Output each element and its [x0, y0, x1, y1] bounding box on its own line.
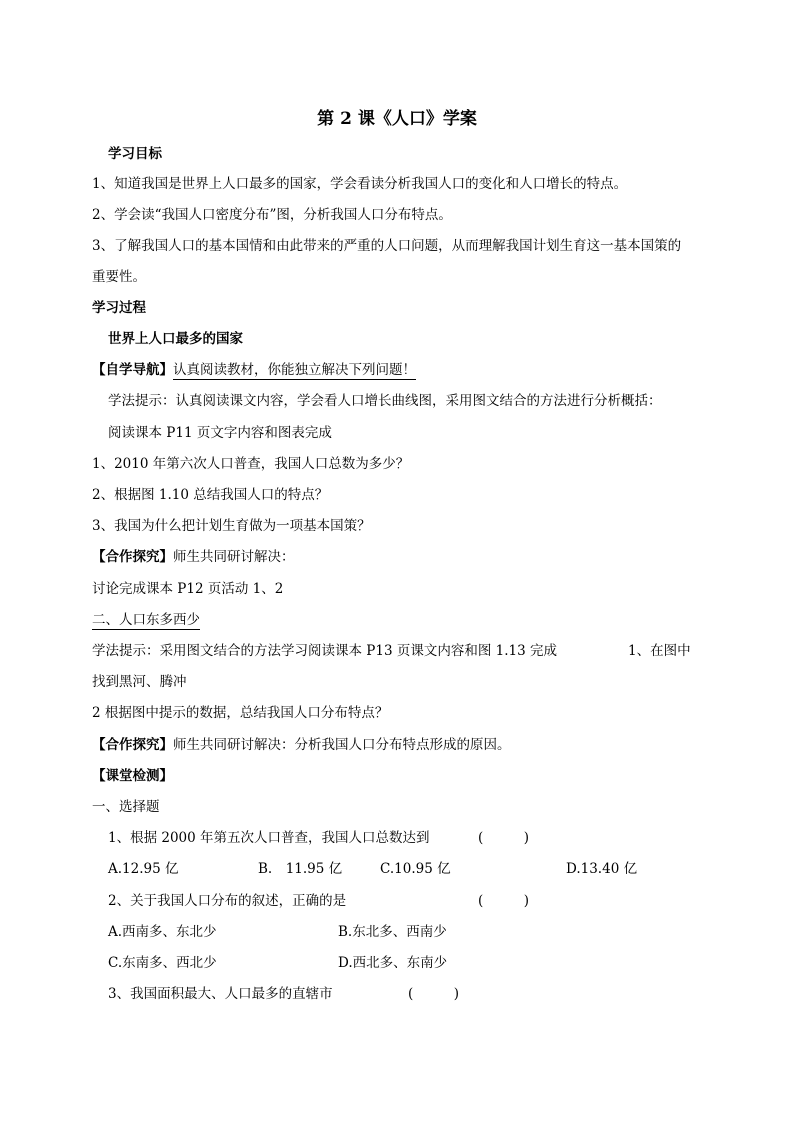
- option-c: C.东南多、西北少: [108, 955, 217, 971]
- self-study-line: [92, 361, 416, 379]
- method-hint: 学法提示：认真阅读课文内容，学会看人口增长曲线图，采用图文结合的方法进行分析概括：: [108, 393, 662, 409]
- option-d: D.13.40 亿: [566, 861, 638, 877]
- method-hint-2-cont: 找到黑河、腾冲: [92, 674, 187, 690]
- question-item: 1、2010 年第六次人口普查，我国人口总数为多少？: [92, 456, 410, 472]
- section2-title: [92, 611, 200, 629]
- coop-line-2: [92, 736, 511, 754]
- objectives-heading: 学习目标: [108, 146, 162, 162]
- section1-title: 世界上人口最多的国家: [108, 331, 243, 347]
- objective-item-continued: 重要性。: [92, 269, 146, 285]
- coop-tag: 【合作探究】: [92, 549, 173, 565]
- method-hint-2-item: 1、在图中: [628, 643, 691, 659]
- question-2: 2 根据图中提示的数据，总结我国人口分布特点？: [92, 705, 389, 721]
- self-study-text: 认真阅读教材，你能独立解决下列问题！: [173, 362, 416, 378]
- option-c: C.10.95 亿: [380, 861, 451, 877]
- check-question-3: 3、我国面积最大、人口最多的直辖市: [108, 986, 333, 1002]
- option-a: A.12.95 亿: [108, 861, 179, 877]
- choice-section: 一、选择题: [92, 799, 160, 815]
- method-hint-2: 学法提示：采用图文结合的方法学习阅读课本 P13 页课文内容和图 1.13 完成: [92, 643, 557, 659]
- answer-blank-3: ( ): [408, 986, 460, 1002]
- question-item: 3、我国为什么把计划生育做为一项基本国策？: [92, 518, 371, 534]
- check-question-1: 1、根据 2000 年第五次人口普查，我国人口总数达到: [108, 830, 430, 846]
- process-heading: 学习过程: [92, 300, 146, 316]
- option-a: A.西南多、东北少: [108, 924, 217, 940]
- self-study-tag: 【自学导航】: [92, 362, 173, 378]
- coop-tag-2: 【合作探究】: [92, 737, 173, 753]
- option-d: D.西北多、东南少: [338, 955, 448, 971]
- answer-blank-1: ( ): [478, 830, 530, 846]
- check-heading: 【课堂检测】: [92, 768, 173, 784]
- objective-item: 2、学会读“我国人口密度分布”图，分析我国人口分布特点。: [92, 207, 452, 223]
- answer-blank-2: ( ): [478, 893, 530, 909]
- page-title: 第 2 课《人口》学案: [317, 109, 477, 129]
- coop-line-1: [92, 548, 295, 566]
- coop-text: 师生共同研讨解决：: [173, 549, 295, 565]
- question-item: 2、根据图 1.10 总结我国人口的特点？: [92, 487, 329, 503]
- option-b: B.东北多、西南少: [338, 924, 447, 940]
- read-instruction: 阅读课本 P11 页文字内容和图表完成: [108, 425, 332, 441]
- objective-item: 1、知道我国是世界上人口最多的国家，学会看读分析我国人口的变化和人口增长的特点。: [92, 176, 628, 192]
- objective-item: 3、了解我国人口的基本国情和由此带来的严重的人口问题，从而理解我国计划生育这一基本国策的: [92, 238, 682, 254]
- section2-title-text: 二、人口东多西少: [92, 612, 200, 628]
- check-question-2: 2、关于我国人口分布的叙述，正确的是: [108, 893, 347, 909]
- option-b: B. 11.95 亿: [258, 861, 343, 877]
- coop-task: 讨论完成课本 P12 页活动 1、2: [92, 581, 284, 597]
- coop-text-2: 师生共同研讨解决：分析我国人口分布特点形成的原因。: [173, 737, 511, 753]
